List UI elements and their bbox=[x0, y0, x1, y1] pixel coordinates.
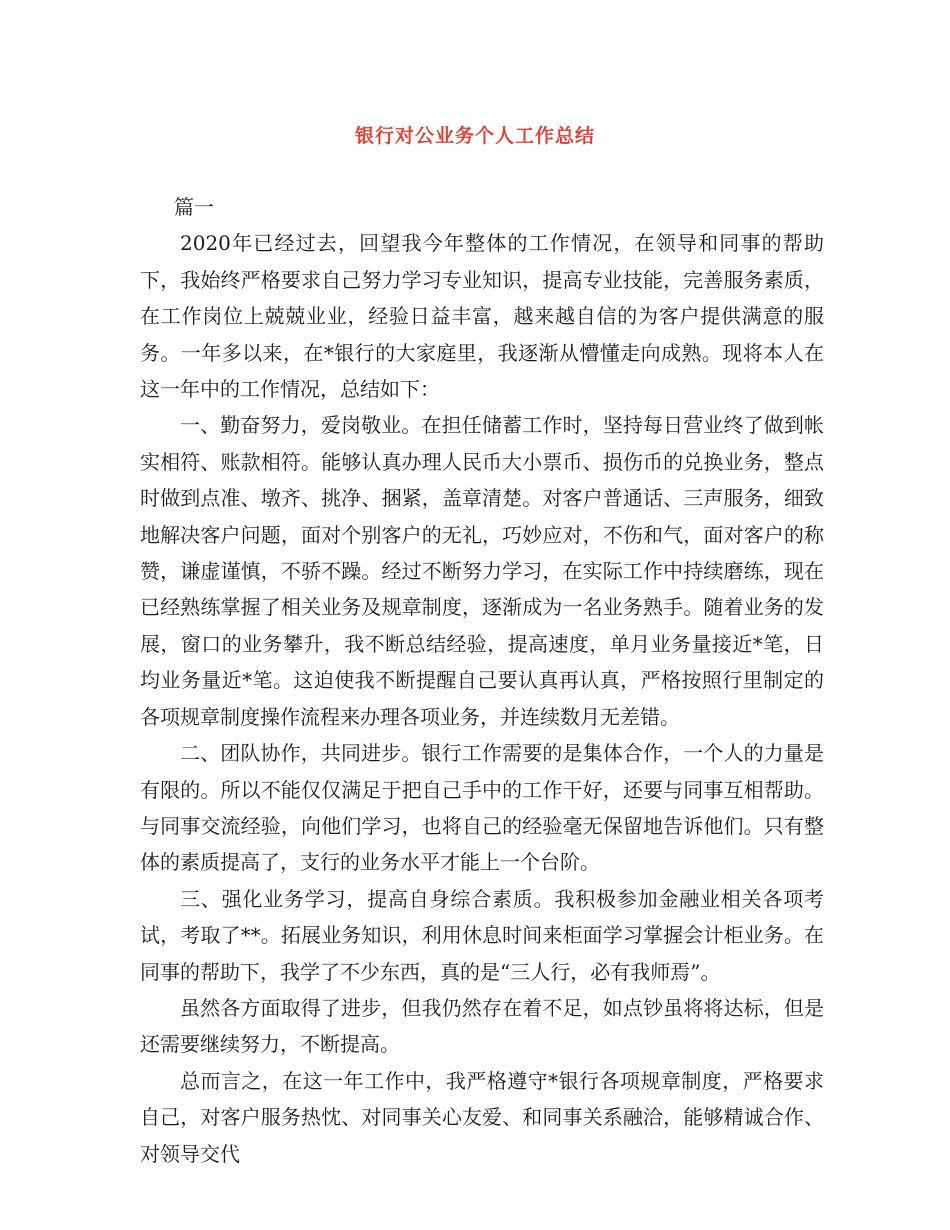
paragraph-shortcomings: 虽然各方面取得了进步，但我仍然存在着不足，如点钞虽将将达标，但是还需要继续努力，不断提高。 bbox=[140, 995, 824, 1057]
document-title: 银行对公业务个人工作总结 bbox=[354, 125, 595, 147]
paragraph-conclusion: 总而言之，在这一年工作中，我严格遵守*银行各项规章制度，严格要求自己，对客户服务热忱、对同事关心友爱、和同事关系融洽，能够精诚合作、对领导交代 bbox=[140, 1068, 824, 1166]
paragraph-intro: 2020年已经过去，回望我今年整体的工作情况，在领导和同事的帮助下，我始终严格要求自己努力学习专业知识，提高专业技能，完善服务素质，在工作岗位上兢兢业业，经验日益丰富，越来越自信的为客户提供满意的服务。一年多以来，在*银行的大家庭里，我逐渐从懵懂走向成熟。现将本人在这一年中的工作情况，总结如下： bbox=[140, 231, 824, 402]
paragraph-diligence: 一、勤奋努力，爱岗敬业。在担任储蓄工作时，坚持每日营业终了做到帐实相符、账款相符。能够认真办理人民币大小票币、损伤币的兑换业务，整点时做到点准、墩齐、挑净、捆紧，盖章清楚。对客户普通话、三声服务，细致地解决客户问题，面对个别客户的无礼，巧妙应对，不伤和气，面对客户的称赞，谦虚谨慎，不骄不躁。经过不断努力学习，在实际工作中持续磨练，现在已经熟练掌握了相关业务及规章制度，逐渐成为一名业务熟手。随着业务的发展，窗口的业务攀升，我不断总结经验，提高速度，单月业务量接近*笔，日均业务量近*笔。这迫使我不断提醒自己要认真再认真，严格按照行里制定的各项规章制度操作流程来办理各项业务，并连续数月无差错。 bbox=[140, 413, 824, 729]
section-label: 篇一 bbox=[174, 195, 214, 219]
paragraph-teamwork: 二、团队协作，共同进步。银行工作需要的是集体合作，一个人的力量是有限的。所以不能仅仅满足于把自己手中的工作干好，还要与同事互相帮助。与同事交流经验，向他们学习，也将自己的经验毫无保留地告诉他们。只有整体的素质提高了，支行的业务水平才能上一个台阶。 bbox=[140, 741, 824, 875]
paragraph-study: 三、强化业务学习，提高自身综合素质。我积极参加金融业相关各项考试，考取了**。拓展业务知识，利用休息时间来柜面学习掌握会计柜业务。在同事的帮助下，我学了不少东西，真的是“三人行，必有我师焉”。 bbox=[140, 886, 824, 984]
document-body bbox=[140, 189, 824, 1172]
